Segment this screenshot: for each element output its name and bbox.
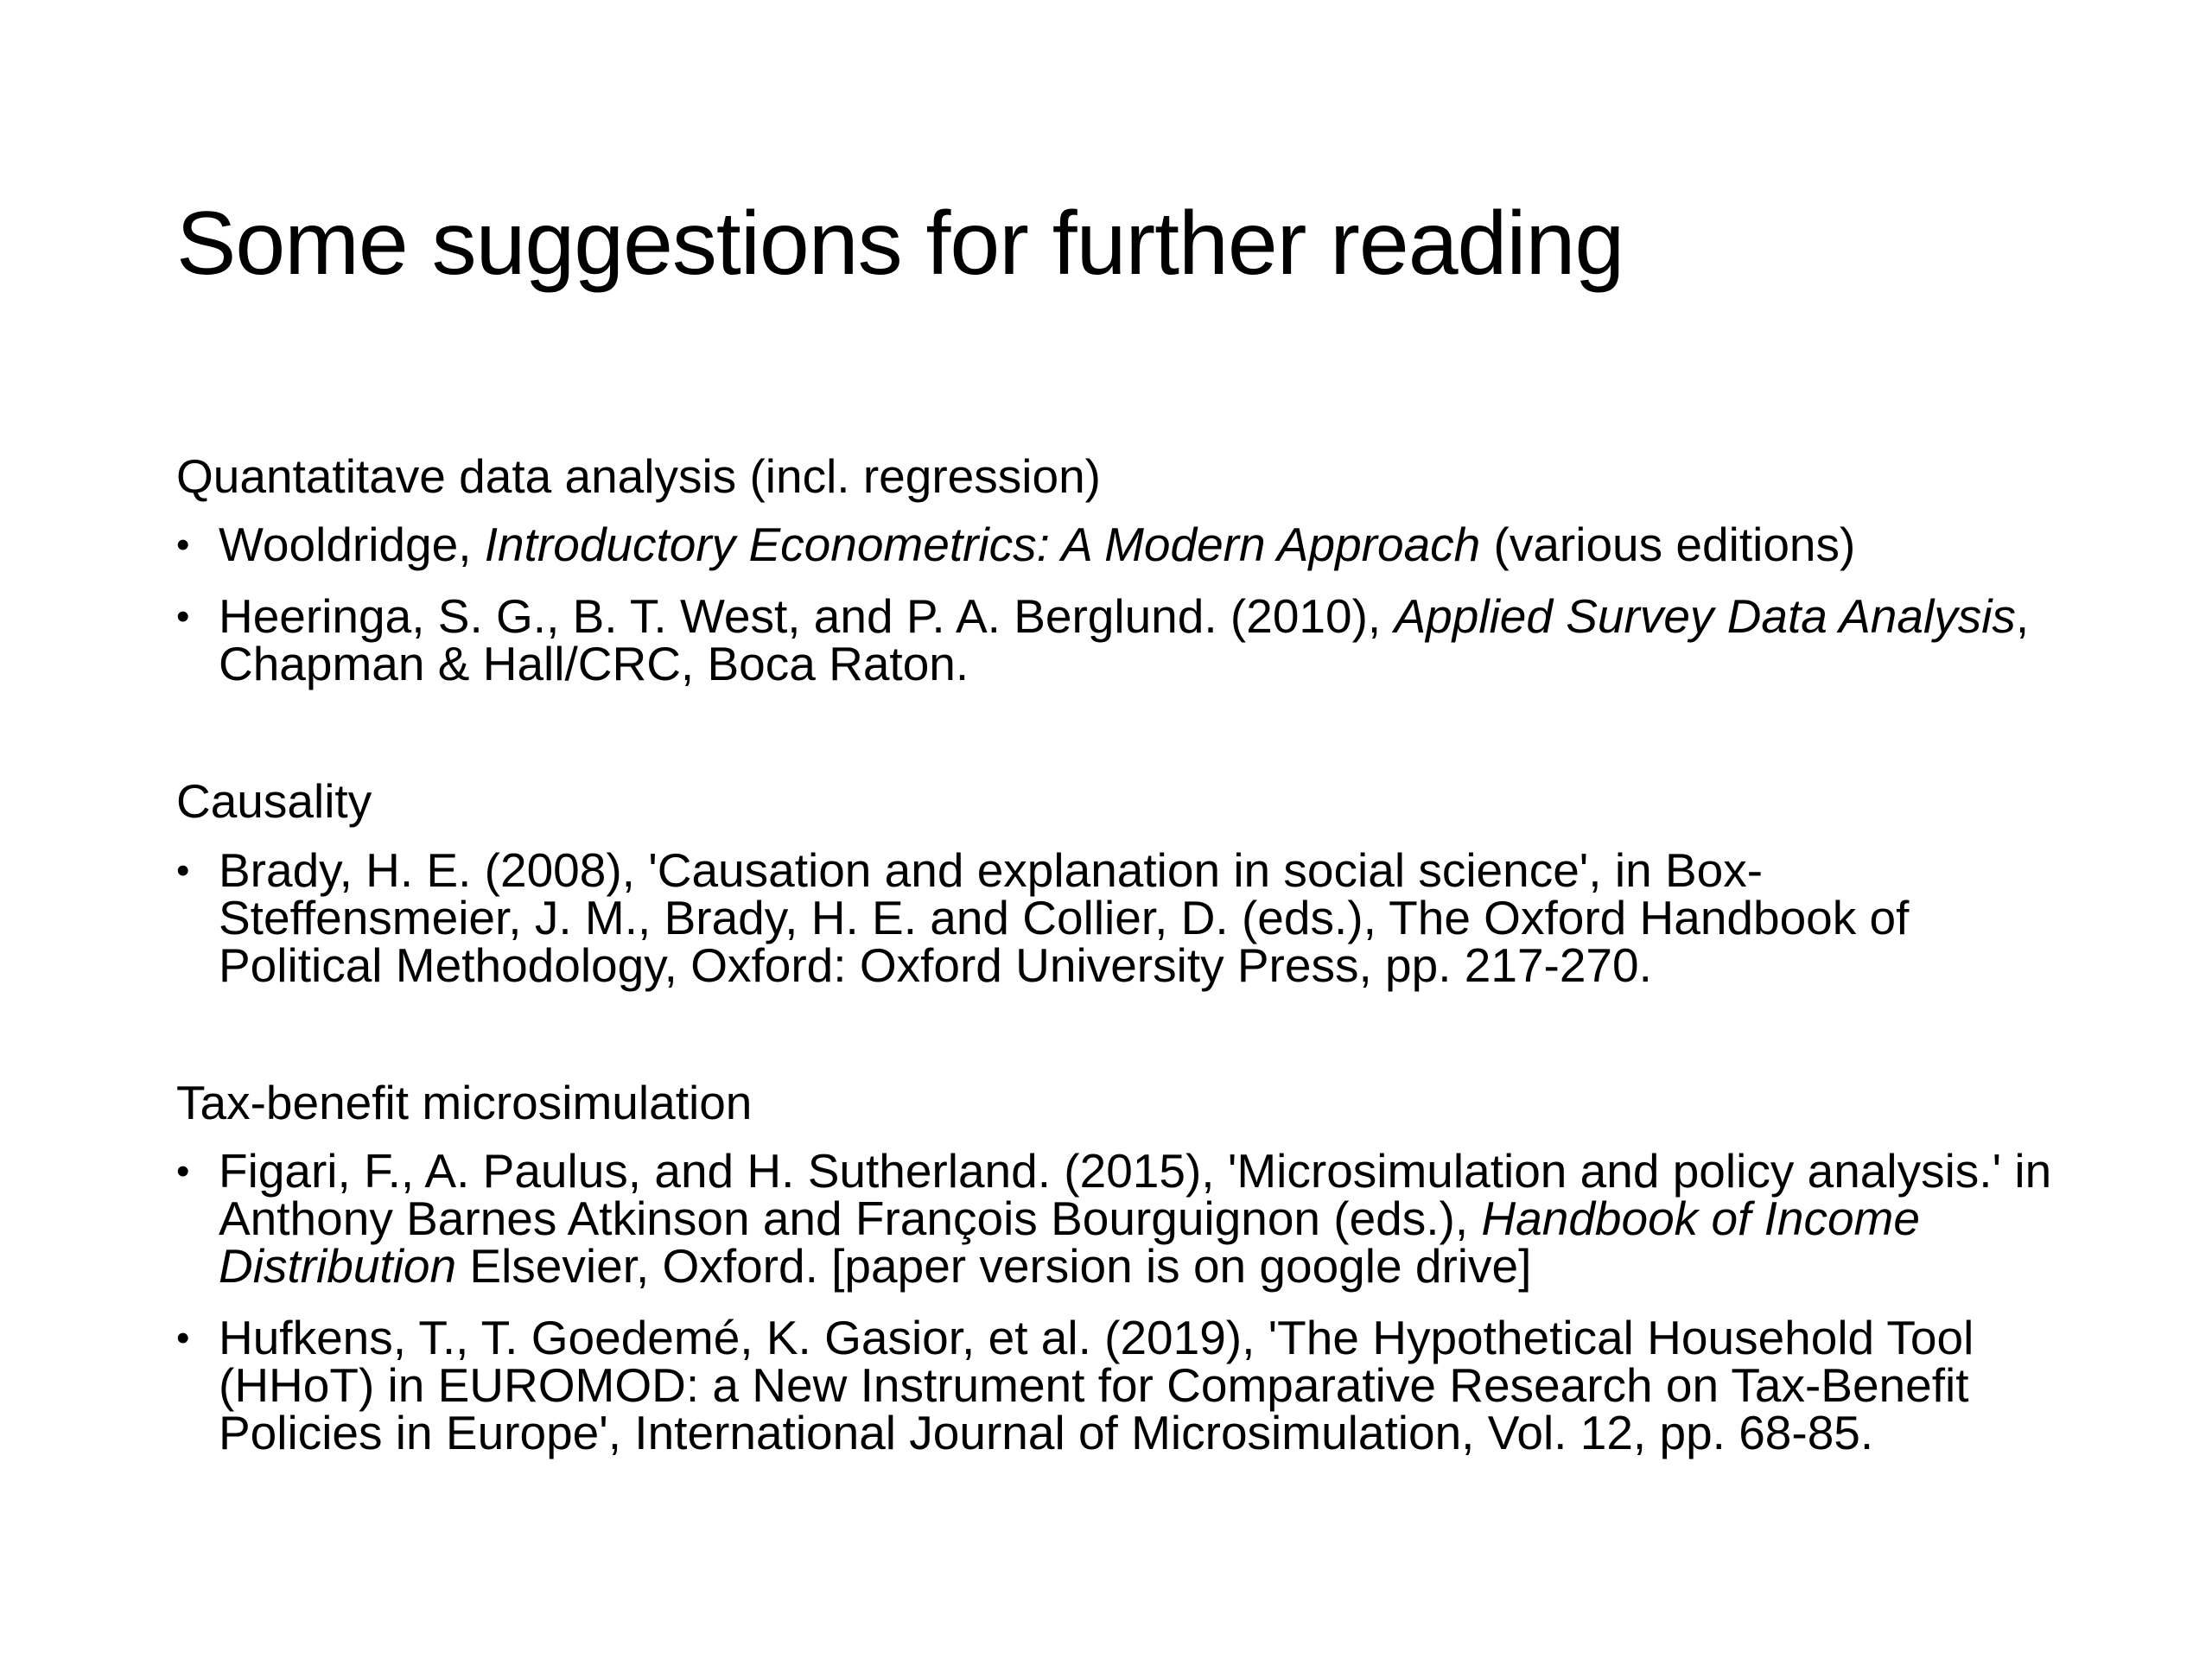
bullet-glyph: •	[176, 849, 190, 892]
reference-author-text: Figari, F., A. Paulus, and H. Sutherland. (2015), 'Microsimulation and policy analysis.' in Anthony Barnes Atkinson and François Bourguignon (eds.),	[219, 1143, 2052, 1245]
reference-detail-text: , Chapman & Hall/CRC, Boca Raton.	[219, 589, 2030, 691]
reference-author-text: Heeringa, S. G., B. T. West, and P. A. Berglund. (2010),	[219, 589, 1395, 644]
reference-item	[176, 1143, 2060, 1293]
reference-author-text: Wooldridge,	[219, 518, 485, 572]
section-quantitative-analysis	[176, 449, 2060, 691]
reference-book-title: Applied Survey Data Analysis	[1394, 589, 2016, 644]
reference-item	[176, 842, 2060, 992]
reference-text: Brady, H. E. (2008), 'Causation and explanation in social science', in Box-Steffensmeier, J. M., Brady, H. E. and Collier, D. (eds.), The Oxford Handbook of Political Methodology, Oxford: Oxford University Press, pp. 217-270.	[219, 842, 1910, 992]
section-causality	[176, 774, 2060, 992]
section-tax-benefit-microsimulation	[176, 1076, 2060, 1457]
bullet-glyph: •	[176, 595, 190, 639]
slide-title: Some suggestions for further reading	[176, 194, 1624, 294]
slide-body	[176, 449, 2060, 1457]
section-heading: Quantatitave data analysis (incl. regression)	[176, 449, 1101, 503]
reference-book-title: Handbook of Income Distribution	[219, 1191, 1920, 1293]
reference-list	[176, 842, 2060, 992]
reference-list	[176, 1143, 2060, 1459]
reference-item	[176, 1310, 2060, 1459]
reference-text: Hufkens, T., T. Goedemé, K. Gasior, et al. (2019), 'The Hypothetical Household Tool (HHoT) in EUROMOD: a New Instrument for Comparative Research on Tax-Benefit Policies in Europe', International Journal of Microsimulation, Vol. 12, pp. 68-85.	[219, 1310, 1974, 1459]
reference-item	[176, 518, 2060, 572]
reference-detail-text: (various editions)	[1480, 518, 1856, 572]
section-heading: Causality	[176, 774, 372, 829]
bullet-glyph: •	[176, 524, 190, 567]
reference-detail-text: Elsevier, Oxford. [paper version is on google drive]	[456, 1238, 1532, 1293]
reference-item	[176, 589, 2060, 691]
bullet-glyph: •	[176, 1149, 190, 1192]
section-heading: Tax-benefit microsimulation	[176, 1075, 753, 1129]
reference-list	[176, 518, 2060, 691]
reference-book-title: Introductory Econometrics: A Modern Approach	[484, 518, 1481, 572]
bullet-glyph: •	[176, 1316, 190, 1359]
